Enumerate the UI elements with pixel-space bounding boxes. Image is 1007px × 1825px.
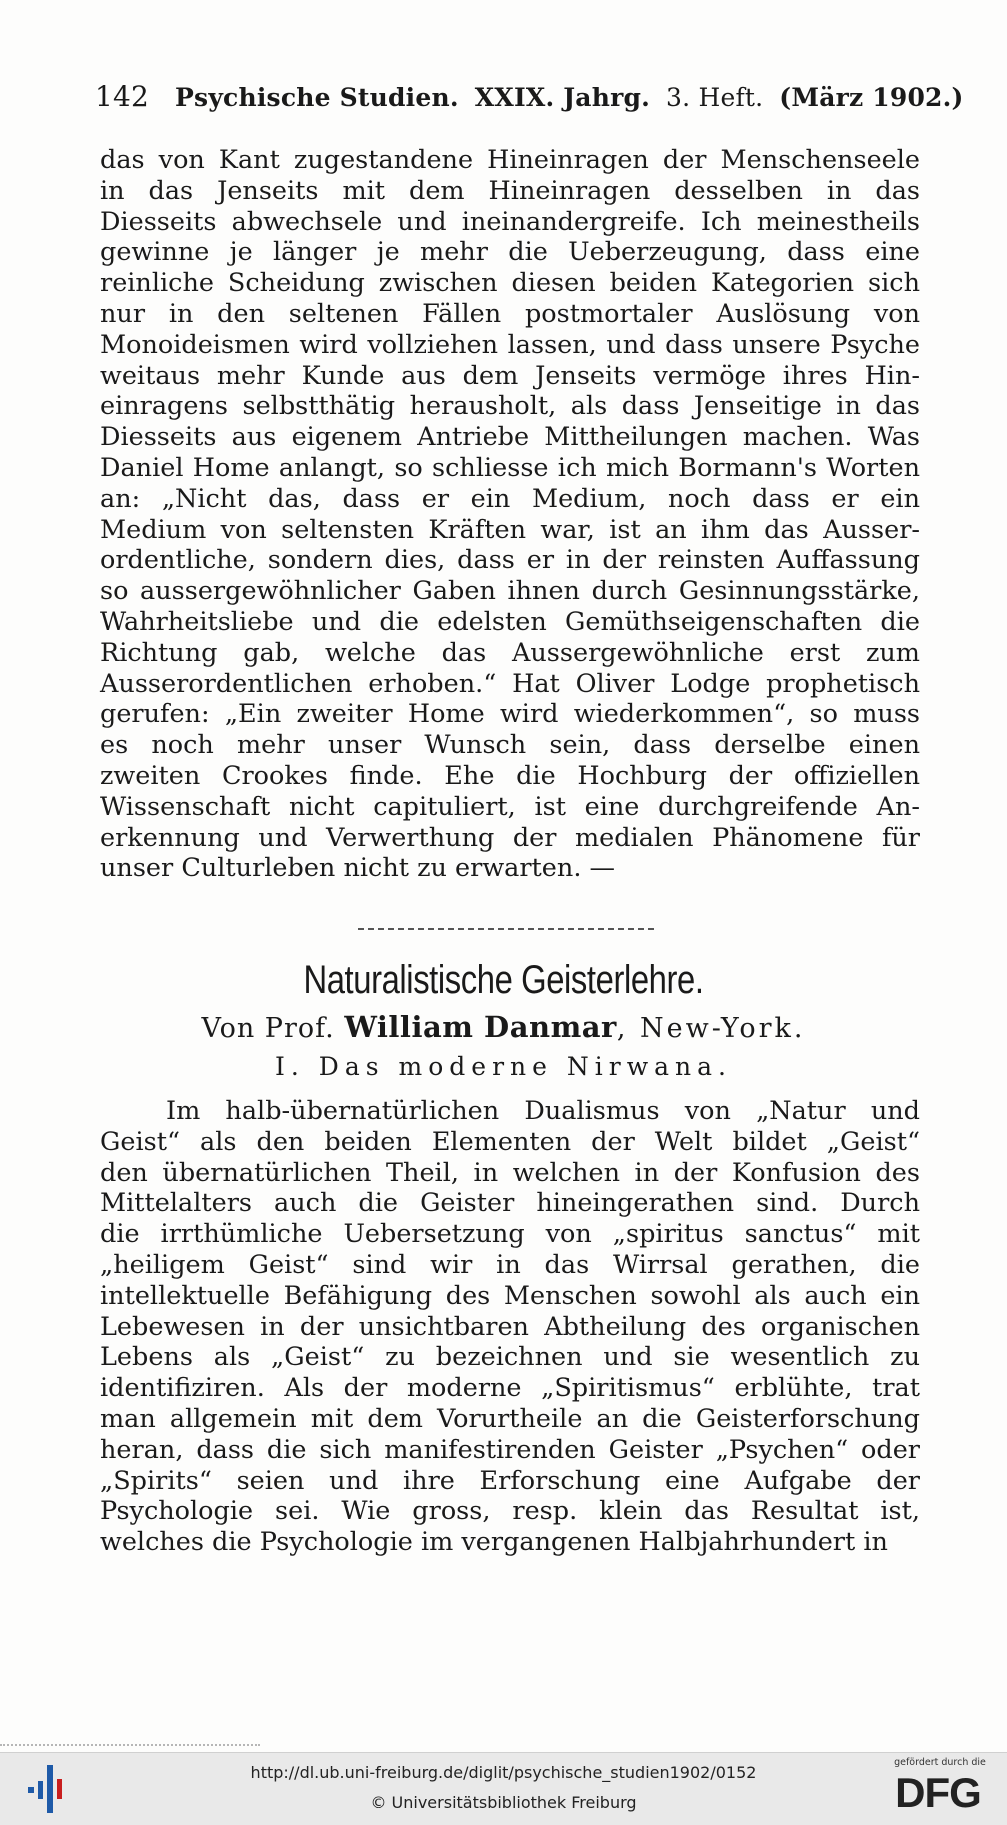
text-line: man allgemein mit dem Vorurtheile an die Geisterforschung	[100, 1403, 920, 1434]
text-line: intellektuelle Befähigung des Menschen sowohl als auch ein	[100, 1280, 920, 1311]
dfg-logo: DFG	[895, 1769, 981, 1816]
section-divider	[358, 928, 654, 930]
volume-label: XXIX. Jahrg.	[474, 83, 651, 112]
text-line: einragens selbstthätig herausholt, als dass Jenseitige in das	[100, 391, 920, 422]
text-line: Ausserordentlichen erhoben.“ Hat Oliver Lodge prophetisch	[100, 668, 920, 699]
source-url-link[interactable]: http://dl.ub.uni-freiburg.de/diglit/psychische_studien1902/0152	[250, 1763, 757, 1782]
text-line: Medium von seltensten Kräften war, ist an ihm das Ausser-	[100, 514, 920, 545]
text-line: Psychologie sei. Wie gross, resp. klein das Resultat ist,	[100, 1496, 920, 1527]
footer-bar	[0, 1752, 1007, 1825]
text-line: Lebens als „Geist“ zu bezeichnen und sie wesentlich zu	[100, 1342, 920, 1373]
author-place: , New-York.	[616, 1013, 806, 1044]
article-title: Naturalistische Geisterlehre.	[303, 958, 704, 1002]
text-line: erkennung und Verwerthung der medialen Phänomene für	[100, 822, 920, 853]
text-line: es noch mehr unser Wunsch sein, dass derselbe einen	[100, 730, 920, 761]
journal-name: Psychische Studien.	[175, 83, 459, 112]
text-line: das von Kant zugestandene Hineinragen der Menschenseele	[100, 145, 920, 175]
text-line: welches die Psychologie im vergangenen Halbjahrhundert in	[100, 1527, 888, 1558]
text-line: reinliche Scheidung zwischen diesen beiden Kategorien sich	[100, 268, 920, 299]
text-line: „Spirits“ seien und ihre Erforschung eine Aufgabe der	[100, 1465, 920, 1496]
text-line: „heiligem Geist“ sind wir in das Wirrsal gerathen, die	[100, 1249, 920, 1280]
text-line: so aussergewöhnlicher Gaben ihnen durch Gesinnungsstärke,	[100, 576, 920, 607]
text-line: identifiziren. Als der moderne „Spiritismus“ erblühte, trat	[100, 1373, 920, 1404]
text-line: den übernatürlichen Theil, in welchen in der Konfusion des	[100, 1157, 920, 1188]
text-line: Mittelalters auch die Geister hineingerathen sind. Durch	[100, 1188, 920, 1219]
byline-prefix: Von Prof.	[201, 1013, 335, 1044]
text-line: Wissenschaft nicht capituliert, ist eine durchgreifende An-	[100, 791, 920, 822]
running-header	[95, 80, 964, 113]
text-line: Daniel Home anlangt, so schliesse ich mich Bormann's Worten	[100, 452, 920, 483]
text-line: zweiten Crookes finde. Ehe die Hochburg der offiziellen	[100, 760, 920, 791]
author-name: William Danmar	[344, 1010, 617, 1044]
article-body-paragraph	[100, 1096, 920, 1558]
text-line: in das Jenseits mit dem Hineinragen desselben in das	[100, 175, 920, 206]
text-line: weitaus mehr Kunde aus dem Jenseits vermöge ihres Hin-	[100, 360, 920, 391]
issue-label: 3. Heft.	[666, 83, 764, 112]
text-line: Monoideismen wird vollziehen lassen, und dass unsere Psyche	[100, 329, 920, 360]
article-byline	[0, 1010, 1007, 1044]
text-line: Diesseits aus eigenem Antriebe Mittheilungen machen. Was	[100, 422, 920, 453]
section-heading: I. Das moderne Nirwana.	[275, 1052, 732, 1081]
text-line: nur in den seltenen Fällen postmortaler Auslösung von	[100, 298, 920, 329]
scan-artifact-dots	[0, 1744, 260, 1750]
text-line: unser Culturleben nicht zu erwarten. —	[100, 853, 616, 884]
text-line: Lebewesen in der unsichtbaren Abtheilung des organischen	[100, 1311, 920, 1342]
text-line: Diesseits abwechsele und ineinandergreife. Ich meinestheils	[100, 206, 920, 237]
text-line: gerufen: „Ein zweiter Home wird wiederkommen“, so muss	[100, 699, 920, 730]
text-line: Richtung gab, welche das Aussergewöhnliche erst zum	[100, 637, 920, 668]
issue-date: (März 1902.)	[779, 83, 964, 112]
page-number: 142	[95, 80, 150, 113]
text-line: gewinne je länger je mehr die Ueberzeugung, dass eine	[100, 237, 920, 268]
text-line: die irrthümliche Uebersetzung von „spiritus sanctus“ mit	[100, 1219, 920, 1250]
text-line: Im halb-übernatürlichen Dualismus von „Natur und	[166, 1096, 920, 1126]
text-line: Wahrheitsliebe und die edelsten Gemüthseigenschaften die	[100, 606, 920, 637]
copyright-notice: © Universitätsbibliothek Freiburg	[370, 1793, 637, 1812]
paragraph-continued	[100, 145, 920, 884]
text-line: Geist“ als den beiden Elementen der Welt bildet „Geist“	[100, 1126, 920, 1157]
sponsor-caption: gefördert durch die	[894, 1757, 986, 1768]
text-line: heran, dass die sich manifestirenden Geister „Psychen“ oder	[100, 1434, 920, 1465]
text-line: an: „Nicht das, dass er ein Medium, noch dass er ein	[100, 483, 920, 514]
text-line: ordentliche, sondern dies, dass er in der reinsten Auffassung	[100, 545, 920, 576]
